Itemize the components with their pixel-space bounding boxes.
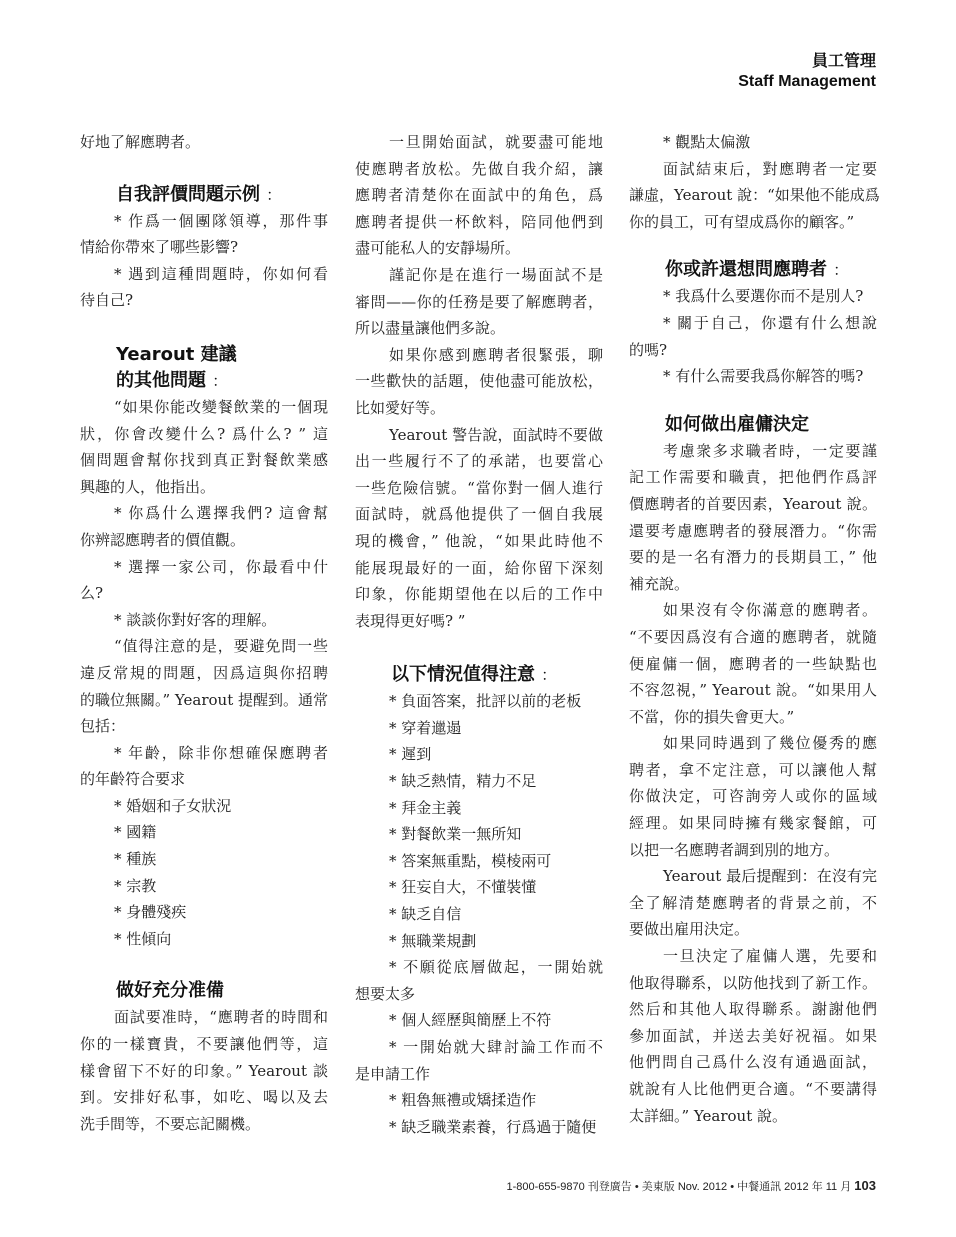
- page-footer: [0, 1178, 876, 1194]
- text-line: 個問題會幫你找到真正對餐飲業感: [80, 451, 328, 470]
- list-item: * 拜金主義: [389, 798, 462, 817]
- text-line: 你辨認應聘者的價值觀。: [80, 530, 246, 549]
- bullet-list: [629, 129, 877, 156]
- text-line: 一些危險信號。“當你對一個人進行: [355, 478, 603, 497]
- bullet-list: [355, 1087, 603, 1140]
- heading-text: Yearout 建議: [116, 343, 237, 365]
- text-line: * 談談你對好客的理解。: [114, 610, 277, 629]
- paragraph: [355, 262, 603, 342]
- text-line: 是申請工作: [355, 1064, 431, 1083]
- footer-text: 1-800-655-9870 刊登廣告 • 美東版 Nov. 2012 • 中餐通訊 2012 年 11 月: [506, 1181, 855, 1193]
- text-line: 面試要准時，“應聘者的時間和: [114, 1008, 328, 1027]
- text-line: 如果同時遇到了幾位優秀的應: [663, 734, 877, 753]
- column-2: [355, 129, 603, 1140]
- heading-other-questions: [80, 342, 328, 368]
- list-item: * 遲到: [389, 745, 432, 764]
- paragraph: [80, 740, 328, 793]
- paragraph: [355, 1034, 603, 1087]
- section-header: [738, 52, 876, 92]
- list-item: * 國籍: [114, 823, 157, 842]
- text-line: 然后和其他人取得聯系。謝謝他們: [629, 1000, 877, 1019]
- text-line: 么?: [80, 584, 104, 603]
- text-line: 一旦開始面試，就要盡可能地: [389, 133, 603, 151]
- text-line: * 不願從底層做起，一開始就: [389, 958, 603, 977]
- text-line: * 選擇一家公司，你最看中什: [114, 557, 328, 576]
- text-line: * 你爲什么選擇我們? 這會幫: [114, 504, 328, 523]
- text-line: 表現得更好嗎? ”: [355, 611, 466, 630]
- text-line: 的嗎?: [629, 340, 668, 359]
- paragraph: [80, 1004, 328, 1137]
- bullet-list: [355, 688, 603, 954]
- text-line: 現的機會，” 他說，“如果此時他不: [355, 531, 603, 550]
- paragraph: [629, 863, 877, 943]
- list-item: * 負面答案，批評以前的老板: [389, 692, 582, 711]
- text-line: “不要因爲沒有合適的應聘者，就隨: [629, 627, 877, 646]
- list-item: * 缺乏熱情，精力不足: [389, 772, 537, 791]
- column-1: [80, 129, 328, 1137]
- paragraph: [355, 954, 603, 1007]
- text-line: 興趣的人，他指出。: [80, 477, 216, 496]
- text-line: 的年齡符合要求: [80, 770, 186, 789]
- text-line: 違反常規的問題，因爲這與你招聘: [80, 663, 328, 682]
- text-line: 要做出雇用決定。: [629, 920, 750, 939]
- text-line: “值得注意的是，要避免問一些: [114, 637, 328, 656]
- paragraph: [80, 261, 328, 314]
- text-line: 還要考慮應聘者的發展潛力。“你需: [629, 521, 877, 540]
- text-line: 一旦決定了雇傭人選，先要和: [663, 947, 877, 966]
- heading-self-evaluation: 自我評價問題示例 ：: [116, 183, 282, 205]
- text-line: 包括：: [80, 717, 126, 736]
- paragraph: [80, 500, 328, 553]
- text-line: 考慮衆多求職者時，一定要謹: [663, 441, 877, 460]
- section-title-zh: 員工管理: [811, 53, 876, 70]
- text-line: * 一開始就大肆討論工作而不: [389, 1038, 603, 1056]
- text-line: 樣會留下不好的印象。” Yearout 談: [80, 1061, 328, 1080]
- heading-ask: 你或許還想問應聘者 ：: [665, 259, 849, 281]
- text-line: 待自己?: [80, 291, 134, 310]
- column-3: [629, 129, 880, 1129]
- text-line: 你的員工，可有望成爲你的顧客。”: [629, 212, 855, 231]
- paragraph: [355, 422, 603, 635]
- paragraph: [629, 597, 877, 730]
- text-line: 能展現最好的一面，給你留下深刻: [355, 558, 603, 577]
- bullet-list: [355, 1007, 603, 1034]
- heading-text: 做好充分准備: [116, 980, 224, 1002]
- heading-text: 自我評價問題示例: [116, 183, 260, 205]
- list-item: * 種族: [114, 850, 157, 869]
- paragraph: [355, 342, 603, 422]
- text-line: 參加面試，并送去美好祝福。如果: [629, 1026, 877, 1045]
- text-line: 到。安排好私事，如吃、喝以及去: [80, 1088, 328, 1107]
- section-title-en: Staff Management: [738, 73, 876, 90]
- paragraph: [629, 943, 877, 1129]
- text-line: 不容忽視，” Yearout 說。“如果用人: [629, 681, 877, 700]
- paragraph: [629, 730, 877, 863]
- text-line: 審問——你的任務是要了解應聘者，: [355, 292, 603, 311]
- paragraph: [80, 129, 328, 156]
- text-line: 要的是一名有潛力的長期員工，” 他: [629, 548, 877, 567]
- bullet-list: [629, 283, 877, 310]
- text-line: 出一些履行不了的承諾，也要當心: [355, 452, 603, 471]
- paragraph: [80, 554, 328, 607]
- text-line: 便雇傭一個，應聘者的一些缺點也: [629, 654, 877, 673]
- list-item: * 無職業規劃: [389, 931, 477, 950]
- list-item: * 性傾向: [114, 929, 172, 948]
- text-line: 你的一樣寶貴，不要讓他們等，這: [80, 1035, 328, 1054]
- heading-preparation: [80, 978, 328, 1004]
- text-line: 印象，你能期望他在以后的工作中: [355, 585, 603, 604]
- text-line: 情給你帶來了哪些影響?: [80, 238, 239, 257]
- text-line: 好地了解應聘者。: [80, 133, 201, 151]
- text-line: 的職位無關。” Yearout 提醒到。通常: [80, 690, 329, 709]
- paragraph: [80, 394, 328, 500]
- text-line: 謹記你是在進行一場面試不是: [389, 265, 603, 284]
- paragraph: [629, 156, 880, 236]
- heading-other-questions-2: 的其他問題 ：: [116, 369, 228, 391]
- text-line: 經理。如果同時擁有幾家餐館，可: [629, 814, 877, 833]
- text-line: 應聘者清楚你在面試中的角色，爲: [355, 186, 603, 205]
- text-line: 使應聘者放松。先做自我介紹，讓: [355, 159, 603, 178]
- text-line: 盡可能私人的安靜場所。: [355, 239, 521, 258]
- text-line: 一些歡快的話題，使他盡可能放松，: [355, 372, 603, 391]
- heading-text: 你或許還想問應聘者: [665, 259, 827, 281]
- text-line: 洗手間等，不要忘記關機。: [80, 1114, 261, 1133]
- text-line: 你做決定，可咨詢旁人或你的區域: [629, 787, 877, 806]
- list-item: * 答案無重點，模棱兩可: [389, 851, 552, 870]
- paragraph: [629, 438, 877, 598]
- list-item: * 觀點太偏激: [663, 133, 751, 151]
- text-line: * 作爲一個團隊領導，那件事: [114, 211, 328, 230]
- text-line: Yearout 警告說，面試時不要做: [389, 425, 603, 444]
- heading-text: 如何做出雇傭決定: [665, 413, 809, 435]
- text-line: 想要太多: [355, 984, 416, 1003]
- text-line: 太詳細。” Yearout 說。: [629, 1106, 788, 1125]
- text-line: 如果沒有令你滿意的應聘者。: [663, 601, 877, 620]
- list-item: * 宗教: [114, 876, 157, 895]
- text-line: * 關于自己，你還有什么想說: [663, 313, 877, 332]
- list-item: * 粗魯無禮或矯揉造作: [389, 1091, 537, 1110]
- heading-text: 以下情況值得注意: [391, 664, 535, 686]
- text-line: 補充說。: [629, 574, 690, 593]
- list-item: * 婚姻和子女狀況: [114, 796, 232, 815]
- text-line: 他取得聯系，以防他找到了新工作。: [629, 973, 877, 992]
- text-line: 面試時，就爲他提供了一個自我展: [355, 505, 603, 524]
- list-item: * 我爲什么要選你而不是別人?: [663, 287, 864, 306]
- paragraph: [629, 310, 877, 363]
- text-line: 比如愛好等。: [355, 398, 446, 417]
- list-item: * 身體殘疾: [114, 903, 187, 922]
- list-item: * 對餐飲業一無所知: [389, 825, 522, 844]
- text-line: * 遇到這種問題時，你如何看: [114, 264, 328, 283]
- list-item: * 穿着邋遢: [389, 718, 462, 737]
- text-line: “如果你能改變餐飲業的一個現: [114, 397, 328, 416]
- text-line: * 年齡，除非你想確保應聘者: [114, 743, 328, 762]
- text-line: 以把一名應聘者調到別的地方。: [629, 840, 840, 859]
- text-line: 全了解清楚應聘者的背景之前，不: [629, 893, 877, 912]
- text-line: 不當，你的損失會更大。”: [629, 707, 795, 726]
- list-item: * 缺乏職業素養，行爲過于隨便: [389, 1117, 597, 1136]
- text-line: 記工作需要和職責，把他們作爲評: [629, 468, 877, 487]
- list-item: * 個人經歷與簡歷上不符: [389, 1011, 552, 1030]
- list-item: * 有什么需要我爲你解答的嗎?: [663, 367, 864, 386]
- text-line: 價應聘者的首要因素，Yearout 說。: [629, 494, 877, 513]
- text-line: 應聘者提供一杯飲料，陪同他們到: [355, 212, 603, 231]
- text-line: 如果你感到應聘者很緊張，聊: [389, 345, 603, 364]
- paragraph: [355, 129, 603, 262]
- heading-text: 的其他問題: [116, 369, 206, 391]
- page-number: 103: [854, 1178, 876, 1193]
- bullet-list: [80, 793, 328, 953]
- text-line: 就說有人比他們更合適。“不要講得: [629, 1080, 877, 1098]
- paragraph: [80, 208, 328, 261]
- heading-notice: 以下情況值得注意 ：: [391, 664, 557, 686]
- text-line: 聘者，拿不定注意，可以讓他人幫: [629, 760, 877, 779]
- text-line: Yearout 最后提醒到：在沒有完: [663, 867, 877, 886]
- list-item: * 狂妄自大，不懂裝懂: [389, 878, 537, 897]
- paragraph: [80, 607, 328, 634]
- paragraph: [80, 633, 328, 739]
- text-line: 面試結束后，對應聘者一定要: [663, 159, 877, 178]
- text-line: 所以盡量讓他們多說。: [355, 319, 506, 338]
- list-item: * 缺乏自信: [389, 905, 462, 924]
- text-line: 謙虛，Yearout 說：“如果他不能成爲: [629, 186, 880, 205]
- text-line: 狀，你會改變什么? 爲什么? ” 這: [80, 424, 328, 443]
- bullet-list: [629, 363, 877, 390]
- heading-hire: [629, 412, 877, 438]
- text-line: 他們問自己爲什么沒有通過面試，: [629, 1053, 877, 1072]
